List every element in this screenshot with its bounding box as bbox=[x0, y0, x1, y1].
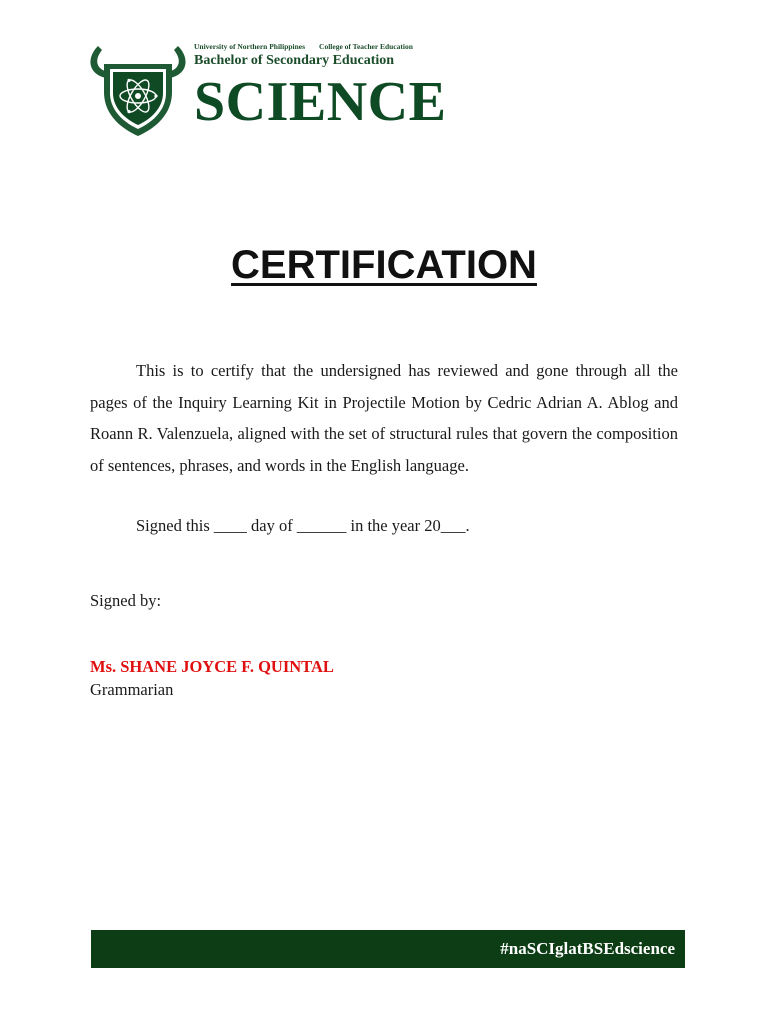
signed-date-line: Signed this ____ day of ______ in the year 20___. bbox=[136, 516, 470, 535]
footer-hashtag: #naSCIglatBSEdscience bbox=[500, 939, 675, 958]
major-name: SCIENCE bbox=[194, 71, 447, 133]
college-name: College of Teacher Education bbox=[319, 42, 413, 51]
university-name: University of Northern Philippines bbox=[194, 42, 306, 51]
signer-role: Grammarian bbox=[90, 680, 174, 699]
signed-by-label: Signed by: bbox=[90, 591, 162, 610]
footer-band bbox=[91, 930, 685, 968]
certification-paragraph: This is to certify that the undersigned has reviewed and gone through all the pages of the Inquiry Learning Kit in Projectile Motion by Cedric Adrian A. Ablog and Roann R. Valenzuela, aligned with the set of structural rules that govern the composition of sentences, phrases, and words in the English language. bbox=[90, 361, 678, 475]
letterhead bbox=[194, 42, 494, 132]
document-title: CERTIFICATION bbox=[231, 243, 537, 287]
institution-line bbox=[194, 42, 494, 52]
program-name: Bachelor of Secondary Education bbox=[194, 53, 395, 68]
atom-shield-logo bbox=[84, 38, 192, 140]
atom-shield-icon bbox=[84, 38, 192, 140]
signer-name: Ms. SHANE JOYCE F. QUINTAL bbox=[90, 657, 334, 676]
